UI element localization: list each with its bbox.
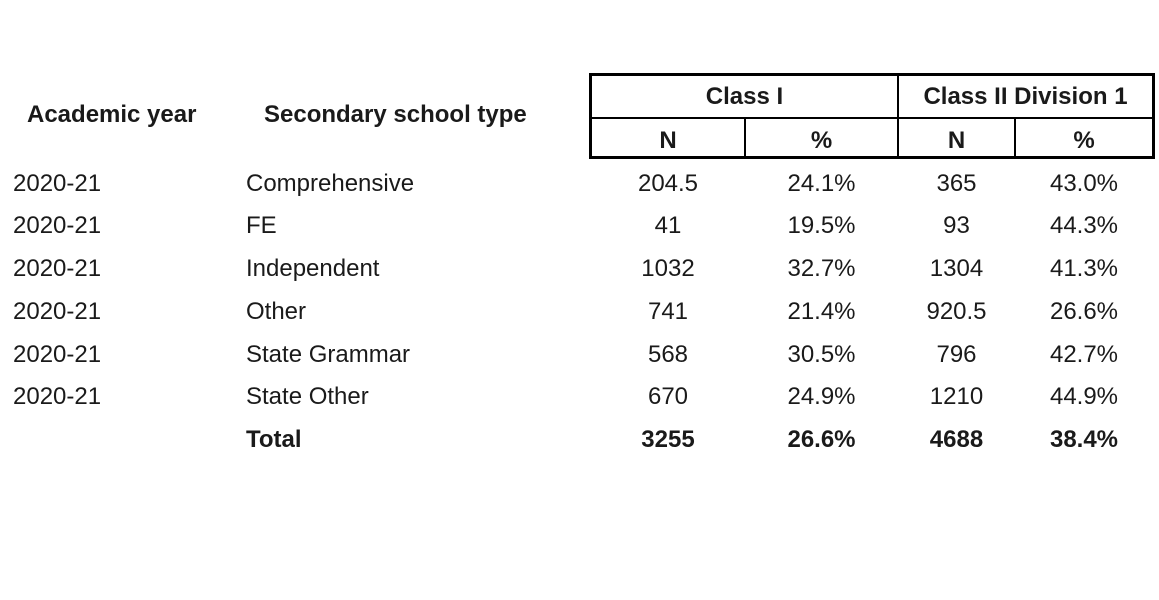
subheader-n: N	[659, 127, 677, 154]
cell-c2n: 796	[936, 341, 977, 368]
cell-type: State Grammar	[246, 341, 411, 368]
cell-c1p: 26.6%	[787, 426, 856, 453]
cell-c2p: 43.0%	[1049, 170, 1119, 197]
subheader-pct: %	[810, 127, 833, 154]
cell-c1p: 24.9%	[787, 383, 856, 410]
cell-c1n: 670	[647, 383, 689, 410]
cell-c2n: 920.5	[926, 298, 987, 325]
cell-type: Other	[246, 298, 307, 325]
cell-year: 2020-21	[13, 298, 102, 325]
divider	[589, 117, 1155, 119]
cell-c1n: 1032	[641, 255, 695, 282]
subheader-pct: %	[1073, 127, 1095, 154]
header-academic-year: Academic year	[27, 101, 197, 128]
header-class-i: Class I	[705, 83, 784, 110]
cell-c2n: 4688	[929, 426, 984, 453]
header-class-ii-div1: Class II Division 1	[923, 83, 1128, 110]
cell-c1n: 3255	[641, 426, 695, 453]
cell-c2p: 44.9%	[1049, 383, 1119, 410]
cell-c1n: 568	[647, 341, 689, 368]
cell-c2p: 26.6%	[1049, 298, 1119, 325]
cell-c1p: 21.4%	[787, 298, 856, 325]
cell-c1p: 32.7%	[787, 255, 856, 282]
cell-type: Independent	[246, 255, 380, 282]
cell-c1p: 19.5%	[787, 212, 856, 239]
cell-c2p: 42.7%	[1049, 341, 1119, 368]
cell-c2p: 41.3%	[1049, 255, 1119, 282]
cell-year: 2020-21	[13, 255, 102, 282]
cell-type: Comprehensive	[246, 170, 415, 197]
cell-c2n: 1304	[929, 255, 984, 282]
cell-year: 2020-21	[13, 170, 102, 197]
cell-type: FE	[246, 212, 277, 239]
cell-c2n: 93	[943, 212, 970, 239]
cell-c2p: 38.4%	[1049, 426, 1119, 453]
cell-c1n: 741	[647, 298, 689, 325]
cell-c2n: 365	[936, 170, 977, 197]
cell-c2n: 1210	[929, 383, 984, 410]
cell-c1p: 24.1%	[787, 170, 856, 197]
subheader-n: N	[947, 127, 966, 154]
cell-year: 2020-21	[13, 383, 102, 410]
cell-c2p: 44.3%	[1049, 212, 1119, 239]
cell-type: Total	[246, 426, 302, 453]
cell-type: State Other	[246, 383, 369, 410]
cell-c1p: 30.5%	[787, 341, 856, 368]
cell-year: 2020-21	[13, 341, 102, 368]
header-school-type: Secondary school type	[264, 101, 527, 128]
cell-c1n: 204.5	[637, 170, 699, 197]
cell-c1n: 41	[654, 212, 682, 239]
cell-year: 2020-21	[13, 212, 102, 239]
